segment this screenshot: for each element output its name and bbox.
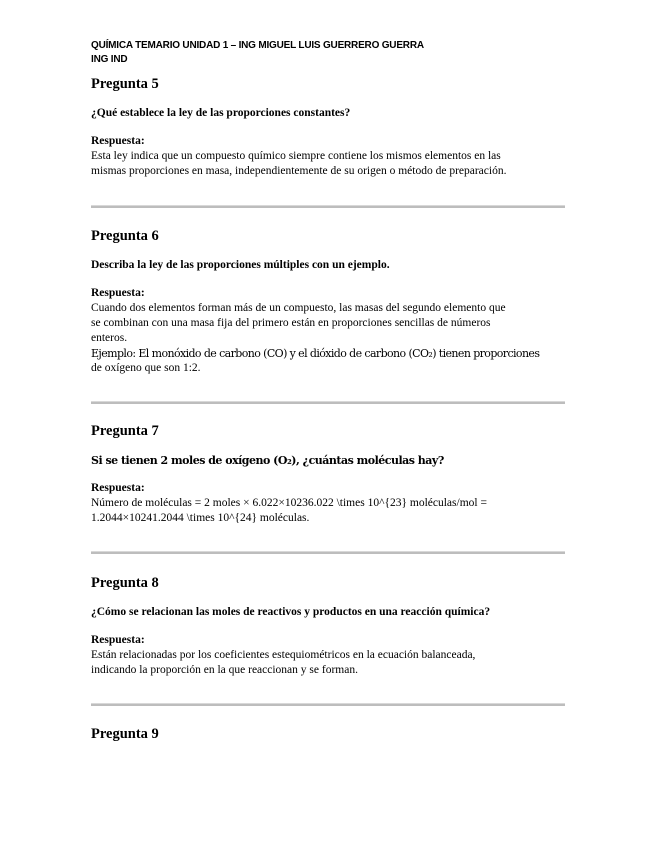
header-line-2: ING IND (91, 54, 128, 65)
answer-line: Están relacionadas por los coeficientes estequiométricos en la ecuación balanceada, (91, 649, 476, 661)
question-block-8 (91, 574, 566, 678)
answer-line: enteros. (91, 332, 128, 344)
question-title: Pregunta 6 (91, 228, 159, 244)
answer-label: Respuesta: (91, 287, 145, 299)
question-title: Pregunta 9 (91, 726, 159, 742)
question-text: ¿Cómo se relacionan las moles de reactivos y productos en una reacción química? (91, 606, 491, 618)
answer-line: mismas proporciones en masa, independientemente de su origen o método de preparación. (91, 165, 507, 177)
answer-line: Número de moléculas = 2 moles × 6.022×10236.022 \times 10^{23} moléculas/mol = (91, 497, 487, 509)
example-line: Ejemplo: El monóxido de carbono (CO) y el dióxido de carbono (CO₂) tienen proporciones (91, 347, 540, 360)
question-block-7 (91, 422, 566, 526)
question-title: Pregunta 5 (91, 76, 159, 92)
section-divider (91, 205, 565, 208)
question-block-5 (91, 75, 566, 179)
section-divider (91, 551, 565, 554)
question-text: ¿Qué establece la ley de las proporciones constantes? (91, 107, 351, 119)
section-divider (91, 401, 565, 404)
example-line: de oxígeno que son 1:2. (91, 362, 201, 374)
question-block-9 (91, 725, 566, 743)
header-line-1: QUÍMICA TEMARIO UNIDAD 1 – ING MIGUEL LUIS GUERRERO GUERRA (91, 40, 424, 51)
document-header (91, 39, 561, 67)
section-divider (91, 703, 565, 706)
answer-line: Esta ley indica que un compuesto químico siempre contiene los mismos elementos en las (91, 150, 501, 162)
answer-line: indicando la proporción en la que reaccionan y se forman. (91, 664, 358, 676)
question-text: Describa la ley de las proporciones múltiples con un ejemplo. (91, 259, 390, 271)
answer-line: se combinan con una masa fija del primero están en proporciones sencillas de números (91, 317, 491, 329)
question-text: Si se tienen 2 moles de oxígeno (O₂), ¿cuántas moléculas hay? (91, 454, 444, 467)
answer-label: Respuesta: (91, 482, 145, 494)
question-title: Pregunta 7 (91, 423, 159, 439)
answer-label: Respuesta: (91, 135, 145, 147)
question-block-6 (91, 227, 566, 376)
answer-line: 1.2044×10241.2044 \times 10^{24} moléculas. (91, 512, 310, 524)
answer-label: Respuesta: (91, 634, 145, 646)
question-title: Pregunta 8 (91, 575, 159, 591)
answer-line: Cuando dos elementos forman más de un compuesto, las masas del segundo elemento que (91, 302, 506, 314)
